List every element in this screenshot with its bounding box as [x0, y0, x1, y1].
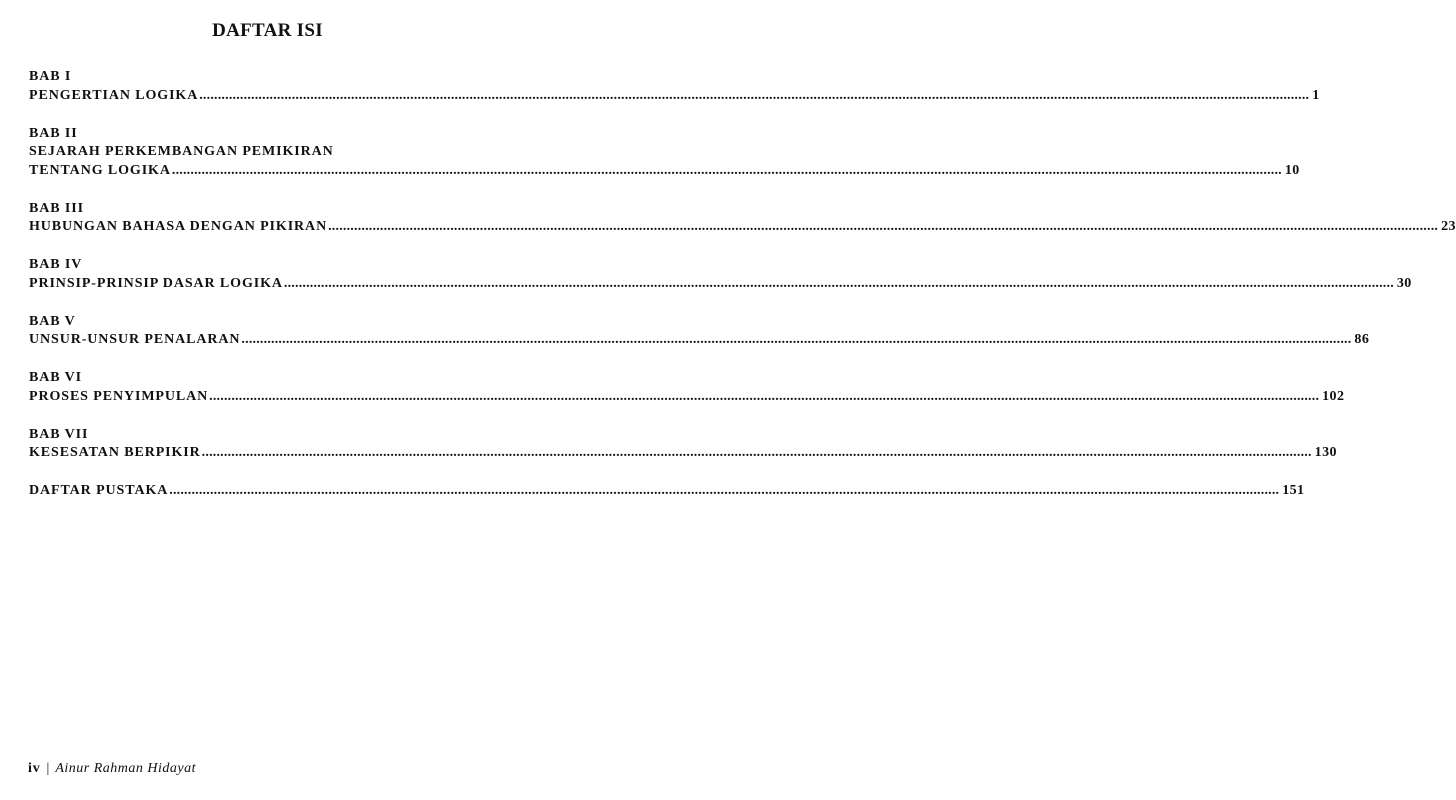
toc-dot-leader: ............................................................................................................................................................................................................................................................................................................	[169, 483, 1280, 498]
page-footer	[28, 761, 196, 777]
toc-title-row	[29, 162, 1300, 181]
toc-chapter-label: BAB I	[29, 69, 72, 84]
toc-page-number: 151	[1282, 483, 1305, 498]
toc-title: PRINSIP-PRINSIP DASAR LOGIKA	[29, 275, 283, 291]
toc-title-row	[29, 87, 1320, 106]
toc-entry	[29, 256, 1412, 293]
toc-title-row	[29, 218, 1456, 237]
toc-title: PENGERTIAN LOGIKA	[29, 87, 199, 103]
toc-entry	[29, 369, 1345, 406]
toc-title-line: SEJARAH PERKEMBANGAN PEMIKIRAN	[29, 144, 334, 159]
toc-entry	[29, 426, 1337, 463]
toc-entry	[29, 200, 1456, 237]
toc-entry	[29, 125, 1300, 181]
toc-page-number: 86	[1354, 332, 1370, 347]
toc-dot-leader: ............................................................................................................................................................................................................................................................................................................	[201, 445, 1312, 460]
toc-title: TENTANG LOGIKA	[29, 162, 171, 178]
toc-entry	[29, 68, 1320, 105]
toc-chapter-label: BAB VI	[29, 370, 82, 385]
footer-author: Ainur Rahman Hidayat	[55, 761, 196, 776]
toc-title-row	[29, 388, 1345, 407]
toc-chapter-label: BAB II	[29, 125, 78, 141]
footer-page-number: iv	[28, 761, 41, 776]
toc-dot-leader: ............................................................................................................................................................................................................................................................................................................	[283, 275, 1394, 291]
toc-chapter-label: BAB V	[29, 313, 76, 329]
toc-title: UNSUR-UNSUR PENALARAN	[29, 332, 241, 347]
table-of-contents	[29, 68, 1456, 520]
toc-title-row	[29, 482, 1305, 501]
toc-title: KESESATAN BERPIKIR	[29, 445, 201, 460]
toc-title-row	[29, 275, 1412, 294]
toc-page-number: 10	[1284, 162, 1300, 178]
toc-title-row	[29, 444, 1337, 463]
toc-page-number: 30	[1396, 275, 1412, 291]
toc-dot-leader: ............................................................................................................................................................................................................................................................................................................	[209, 388, 1320, 404]
toc-page-number: 1	[1312, 87, 1320, 103]
toc-title: HUBUNGAN BAHASA DENGAN PIKIRAN	[29, 219, 328, 234]
toc-page-number: 102	[1322, 388, 1345, 404]
toc-title: DAFTAR PUSTAKA	[29, 483, 169, 498]
toc-entry	[29, 482, 1305, 501]
toc-dot-leader: ............................................................................................................................................................................................................................................................................................................	[199, 87, 1310, 103]
toc-chapter-label: BAB VII	[29, 426, 89, 442]
toc-dot-leader: ............................................................................................................................................................................................................................................................................................................	[328, 219, 1439, 234]
toc-page-number: 23	[1441, 219, 1456, 234]
toc-dot-leader: ............................................................................................................................................................................................................................................................................................................	[241, 332, 1352, 347]
footer-separator: |	[46, 761, 50, 776]
toc-dot-leader: ............................................................................................................................................................................................................................................................................................................	[171, 162, 1282, 178]
toc-chapter-label: BAB IV	[29, 257, 83, 272]
toc-page-number: 130	[1314, 445, 1337, 460]
page-title: DAFTAR ISI	[212, 20, 323, 41]
toc-title: PROSES PENYIMPULAN	[29, 388, 209, 404]
toc-title-row	[29, 331, 1370, 350]
toc-entry	[29, 313, 1370, 350]
toc-chapter-label: BAB III	[29, 200, 84, 216]
